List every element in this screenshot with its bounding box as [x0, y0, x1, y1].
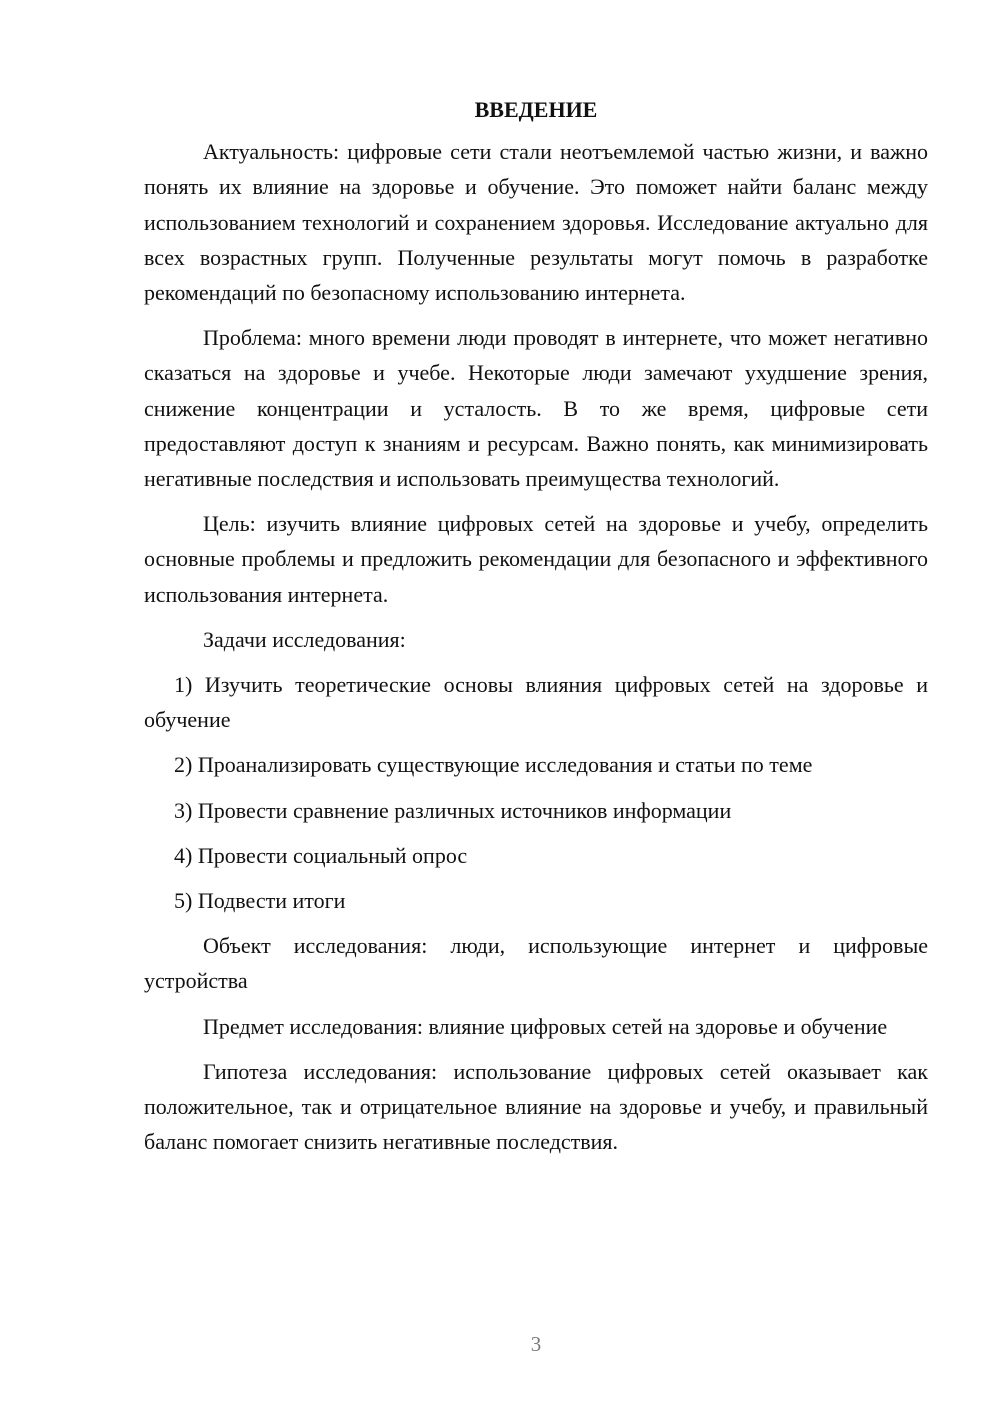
section-heading: ВВЕДЕНИЕ — [474, 97, 598, 122]
object-paragraph: Объект исследования: люди, использующие интернет и цифровые устройства — [144, 933, 928, 994]
page-content — [144, 92, 928, 1169]
goal-paragraph: Цель: изучить влияние цифровых сетей на здоровье и учебу, определить основные проблемы и предложить рекомендации для безопасного и эффективного использования интернета. — [144, 511, 928, 607]
page-number: 3 — [530, 1332, 542, 1356]
relevance-paragraph: Актуальность: цифровые сети стали неотъемлемой частью жизни, и важно понять их влияние на здоровье и обучение. Это поможет найти баланс между использованием технологий и сохранением здоровья. Исследование актуально для всех возрастных групп. Полученные результаты могут помочь в разработке рекомендаций по безопасному использованию интернета. — [144, 139, 928, 306]
task-item: 2) Проанализировать существующие исследования и статьи по теме — [174, 752, 813, 778]
task-item: 4) Провести социальный опрос — [174, 842, 468, 868]
task-item: 1) Изучить теоретические основы влияния цифровых сетей на здоровье и обучение — [144, 672, 928, 733]
hypothesis-paragraph: Гипотеза исследования: использование цифровых сетей оказывает как положительное, так и отрицательное влияние на здоровье и учебу, и правильный баланс помогает снизить негативные последствия. — [144, 1058, 928, 1155]
task-item: 5) Подвести итоги — [174, 888, 346, 914]
problem-paragraph: Проблема: много времени люди проводят в интернете, что может негативно сказаться на здоровье и учебе. Некоторые люди замечают ухудшение зрения, снижение концентрации и усталость. В то же время, цифровые сети предоставляют доступ к знаниям и ресурсам. Важно понять, как минимизировать негативные последствия и использовать преимущества технологий. — [144, 325, 928, 492]
subject-paragraph: Предмет исследования: влияние цифровых сетей на здоровье и обучение — [203, 1013, 888, 1039]
tasks-title: Задачи исследования: — [203, 626, 406, 652]
task-item: 3) Провести сравнение различных источников информации — [174, 797, 732, 823]
